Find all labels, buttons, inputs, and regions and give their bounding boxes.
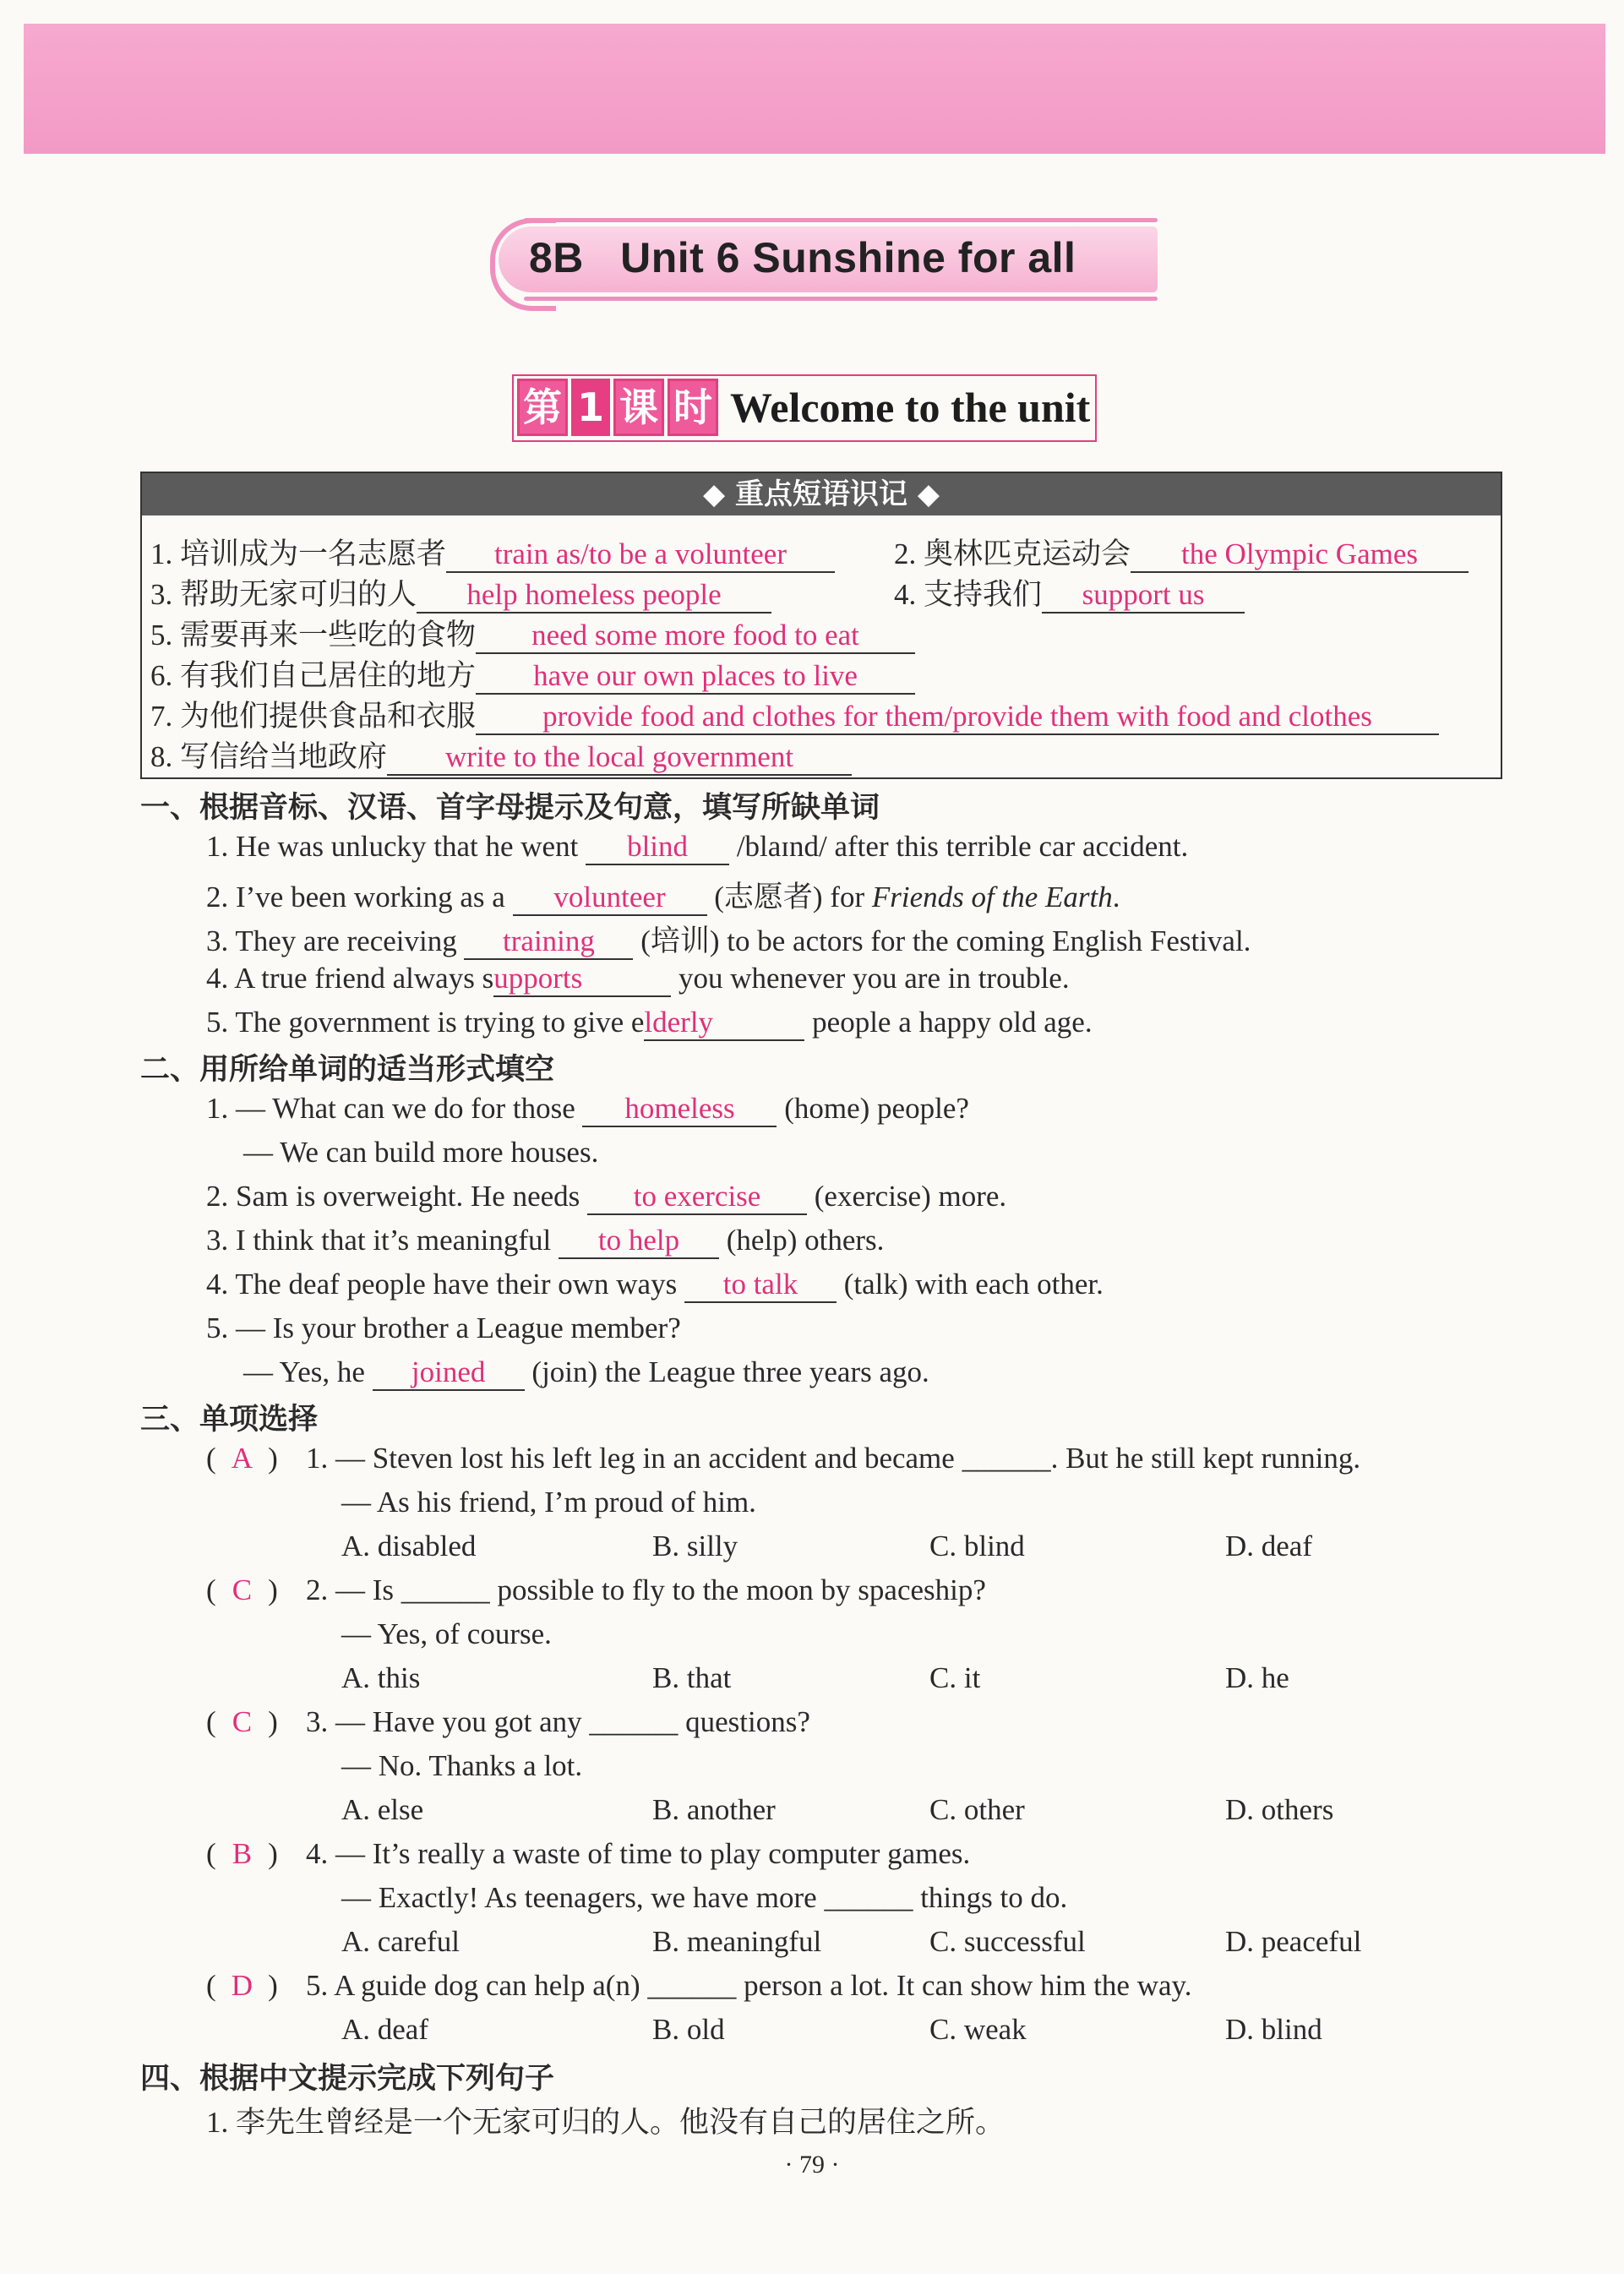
phrase-item: 1. 培训成为一名志愿者 train as/to be a volunteer <box>150 531 835 573</box>
mc-option: C. other <box>929 1793 1025 1826</box>
mc-option: C. successful <box>929 1925 1086 1958</box>
s2-question: 1. — What can we do for those homeless (home) people? <box>206 1092 969 1127</box>
s2-question: 2. Sam is overweight. He needs to exercise (exercise) more. <box>206 1180 1006 1215</box>
mc-option: B. that <box>652 1661 732 1694</box>
mc-option: A. this <box>341 1661 421 1694</box>
mc-option: D. others <box>1225 1793 1334 1826</box>
lesson-title: Welcome to the unit <box>730 384 1091 431</box>
mc-answer: ( C ) <box>206 1705 278 1738</box>
mc-option: A. careful <box>341 1925 460 1958</box>
phrase-item: 4. 支持我们 support us <box>894 571 1245 613</box>
mc-question: 3. — Have you got any ______ questions? <box>306 1705 810 1738</box>
mc-option: B. old <box>652 2013 725 2046</box>
lesson-heading <box>517 376 1090 439</box>
mc-option: D. he <box>1225 1661 1289 1694</box>
mc-option: C. it <box>929 1661 981 1694</box>
header-banner <box>24 24 1605 154</box>
mc-option: D. deaf <box>1225 1530 1313 1562</box>
mc-question: 5. A guide dog can help a(n) ______ person a lot. It can show him the way. <box>306 1969 1192 2002</box>
phrase-item: 6. 有我们自己居住的地方 have our own places to live <box>150 652 915 695</box>
phrase-item: 8. 写信给当地政府 write to the local government <box>150 733 852 776</box>
page-number: · 79 · <box>784 2151 840 2179</box>
section-4-title: 四、根据中文提示完成下列句子 <box>140 2062 555 2096</box>
mc-question-line2: — Yes, of course. <box>341 1617 552 1650</box>
mc-option: C. weak <box>929 2013 1027 2046</box>
mc-option: A. deaf <box>341 2013 429 2046</box>
key-phrases-box <box>140 472 1502 779</box>
mc-option: A. disabled <box>341 1530 477 1562</box>
s1-question: 4. A true friend always supports you whenever you are in trouble. <box>206 962 1070 997</box>
mc-option: C. blind <box>929 1530 1025 1562</box>
mc-option: B. another <box>652 1793 776 1826</box>
s4-question: 1. 李先生曾经是一个无家可归的人。他没有自己的居住之所。 <box>206 2106 1005 2139</box>
s1-question: 3. They are receiving training (培训) to be actors for the coming English Festival. <box>206 918 1251 960</box>
mc-question: 1. — Steven lost his left leg in an accident and became ______. But he still kept running. <box>306 1442 1361 1475</box>
s2-question: — Yes, he joined (join) the League three years ago. <box>243 1355 929 1391</box>
unit-title: 8B Unit 6 Sunshine for all <box>529 234 1076 281</box>
mc-question: 2. — Is ______ possible to fly to the moon by spaceship? <box>306 1573 986 1606</box>
s1-question: 1. He was unlucky that he went blind /blaɪnd/ after this terrible car accident. <box>206 830 1188 865</box>
s2-question: 4. The deaf people have their own ways to talk (talk) with each other. <box>206 1268 1104 1303</box>
mc-option: B. silly <box>652 1530 738 1562</box>
mc-question-line2: — No. Thanks a lot. <box>341 1749 583 1782</box>
mc-option: D. blind <box>1225 2013 1322 2046</box>
lesson-number: 1 <box>571 379 610 436</box>
key-phrases-header: ◆ 重点短语识记 ◆ <box>142 473 1501 515</box>
mc-question: 4. — It’s really a waste of time to play computer games. <box>306 1837 971 1870</box>
s2-line: — We can build more houses. <box>243 1136 599 1169</box>
mc-answer: ( A ) <box>206 1442 278 1475</box>
section-1-title: 一、根据音标、汉语、首字母提示及句意，填写所缺单词 <box>140 791 880 825</box>
section-3-title: 三、单项选择 <box>140 1403 319 1437</box>
lesson-char-2: 课 <box>613 379 664 436</box>
lesson-char-3: 时 <box>668 379 718 436</box>
mc-question-line2: — As his friend, I’m proud of him. <box>341 1486 756 1519</box>
unit-title-badge <box>499 218 1158 303</box>
s2-line: 5. — Is your brother a League member? <box>206 1312 681 1344</box>
mc-option: D. peaceful <box>1225 1925 1362 1958</box>
s1-question: 2. I’ve been working as a volunteer (志愿者) for Friends of the Earth. <box>206 874 1120 916</box>
lesson-char-1: 第 <box>517 379 568 436</box>
mc-answer: ( D ) <box>206 1969 278 2002</box>
s2-question: 3. I think that it’s meaningful to help (help) others. <box>206 1224 884 1259</box>
mc-option: A. else <box>341 1793 424 1826</box>
mc-answer: ( C ) <box>206 1573 278 1606</box>
phrase-item: 3. 帮助无家可归的人 help homeless people <box>150 571 771 613</box>
phrase-item: 7. 为他们提供食品和衣服 provide food and clothes for them/provide them with food and clothes <box>150 693 1439 735</box>
phrase-item: 2. 奥林匹克运动会 the Olympic Games <box>894 531 1469 573</box>
mc-question-line2: — Exactly! As teenagers, we have more ______ things to do. <box>341 1881 1068 1914</box>
s1-question: 5. The government is trying to give elderly people a happy old age. <box>206 1006 1093 1041</box>
section-2-title: 二、用所给单词的适当形式填空 <box>140 1053 555 1087</box>
mc-option: B. meaningful <box>652 1925 822 1958</box>
mc-answer: ( B ) <box>206 1837 278 1870</box>
phrase-item: 5. 需要再来一些吃的食物 need some more food to eat <box>150 612 915 654</box>
